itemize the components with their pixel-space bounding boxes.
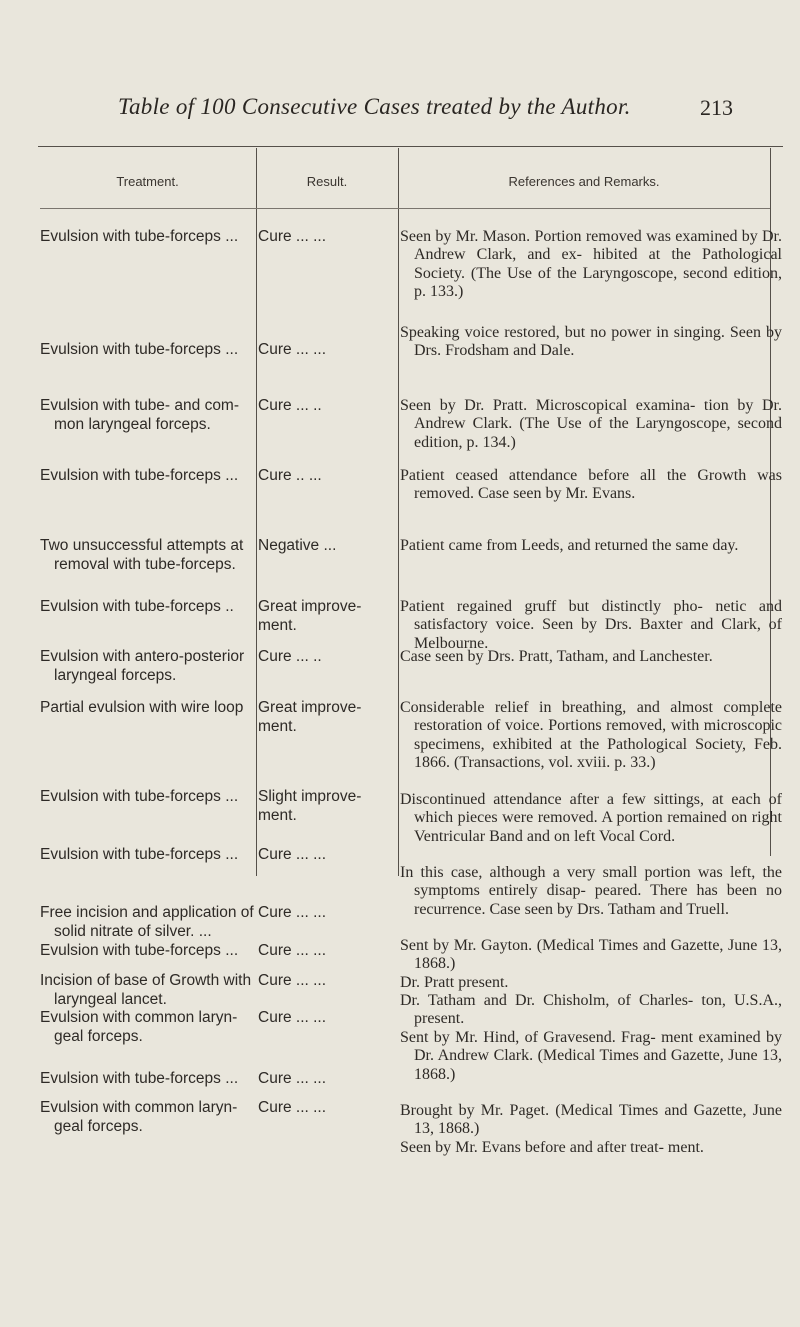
remarks-cell: Case seen by Drs. Pratt, Tatham, and Lanchester. [400, 648, 713, 665]
treatment-cell: Evulsion with tube-forceps ... [40, 846, 239, 863]
treatment-cell: Evulsion with common laryn- geal forceps. [40, 1009, 238, 1045]
treatment-cell: Evulsion with tube-forceps .. [40, 598, 234, 615]
treatment-cell: Incision of base of Growth with laryngeal lancet. [40, 972, 252, 1008]
treatment-cell: Evulsion with tube-forceps ... [40, 1070, 239, 1087]
remarks-cell: Brought by Mr. Paget. (Medical Times and Gazette, June 13, 1868.) [400, 1102, 782, 1138]
result-cell: Cure ... ... [258, 1099, 327, 1116]
header-rule [38, 146, 783, 147]
treatment-cell: Partial evulsion with wire loop [40, 699, 244, 716]
remarks-cell: Seen by Mr. Mason. Portion removed was examined by Dr. Andrew Clark, and ex- hibited at the Pathological Society. (The Use of the Laryngoscope, second edition, p. 133.) [400, 228, 782, 300]
result-cell: Cure .. ... [258, 467, 322, 484]
remarks-cell: In this case, although a very small portion was left, the symptoms entirely disap- peared. There has been no recurrence. Case seen by Drs. Tatham and Truell. [400, 864, 782, 918]
column-header-rule [40, 208, 770, 209]
treatment-cell: Evulsion with tube-forceps ... [40, 788, 239, 805]
result-cell: Negative ... [258, 537, 337, 554]
treatment-cell: Evulsion with common laryn- geal forceps. [40, 1099, 238, 1135]
result-cell: Cure ... ... [258, 1009, 327, 1026]
result-cell: Great improve- ment. [258, 699, 362, 735]
result-cell: Cure ... ... [258, 846, 327, 863]
result-cell: Cure ... .. [258, 648, 322, 665]
result-cell: Great improve- ment. [258, 598, 362, 634]
result-cell: Cure ... ... [258, 1070, 327, 1087]
remarks-cell: Sent by Mr. Gayton. (Medical Times and Gazette, June 13, 1868.) [400, 937, 782, 973]
result-cell: Cure ... ... [258, 341, 327, 358]
result-cell: Cure ... .. [258, 397, 322, 414]
treatment-cell: Free incision and application of solid nitrate of silver. ... [40, 904, 254, 940]
column-header-result: Result. [306, 174, 348, 189]
remarks-cell: Patient came from Leeds, and returned the same day. [400, 537, 739, 554]
treatment-cell: Evulsion with tube-forceps ... [40, 228, 239, 245]
column-rule [256, 148, 257, 876]
remarks-cell: Seen by Dr. Pratt. Microscopical examina- tion by Dr. Andrew Clark. (The Use of the Laryngoscope, second edition, p. 134.) [400, 397, 782, 451]
treatment-cell: Evulsion with tube-forceps ... [40, 942, 239, 959]
treatment-cell: Evulsion with tube-forceps ... [40, 467, 239, 484]
result-cell: Cure ... ... [258, 904, 327, 921]
result-cell: Cure ... ... [258, 942, 327, 959]
treatment-cell: Two unsuccessful attempts at removal with tube-forceps. [40, 537, 244, 573]
column-header-treatment: Treatment. [116, 174, 179, 189]
remarks-cell: Considerable relief in breathing, and almost complete restoration of voice. Portions removed, with microscopic specimens, exhibited at the Pathological Society, Feb. 1866. (Transactions, vol. xviii. p. 33.) [400, 699, 782, 771]
result-cell: Slight improve- ment. [258, 788, 362, 824]
page-number: 213 [700, 95, 733, 120]
remarks-cell: Dr. Tatham and Dr. Chisholm, of Charles- ton, U.S.A., present. [400, 992, 782, 1028]
remarks-cell: Sent by Mr. Hind, of Gravesend. Frag- ment examined by Dr. Andrew Clark. (Medical Times and Gazette, June 13, 1868.) [400, 1029, 782, 1083]
result-cell: Cure ... ... [258, 972, 327, 989]
remarks-cell: Patient ceased attendance before all the Growth was removed. Case seen by Mr. Evans. [400, 467, 782, 503]
remarks-cell: Dr. Pratt present. [400, 974, 509, 991]
result-cell: Cure ... ... [258, 228, 327, 245]
treatment-cell: Evulsion with tube-forceps ... [40, 341, 239, 358]
column-header-remarks: References and Remarks. [508, 174, 660, 189]
treatment-cell: Evulsion with antero-posterior laryngeal forceps. [40, 648, 245, 684]
remarks-cell: Discontinued attendance after a few sittings, at each of which pieces were removed. A portion remained on right Ventricular Band and on left Vocal Cord. [400, 791, 782, 845]
remarks-cell: Patient regained gruff but distinctly pho- netic and satisfactory voice. Seen by Drs. Baxter and Clark, of Melbourne. [400, 598, 782, 652]
running-head: Table of 100 Consecutive Cases treated by the Author. [118, 94, 631, 119]
column-rule [398, 148, 399, 876]
remarks-cell: Seen by Mr. Evans before and after treat- ment. [400, 1139, 704, 1156]
treatment-cell: Evulsion with tube- and com- mon laryngeal forceps. [40, 397, 240, 433]
remarks-cell: Speaking voice restored, but no power in singing. Seen by Drs. Frodsham and Dale. [400, 324, 782, 360]
